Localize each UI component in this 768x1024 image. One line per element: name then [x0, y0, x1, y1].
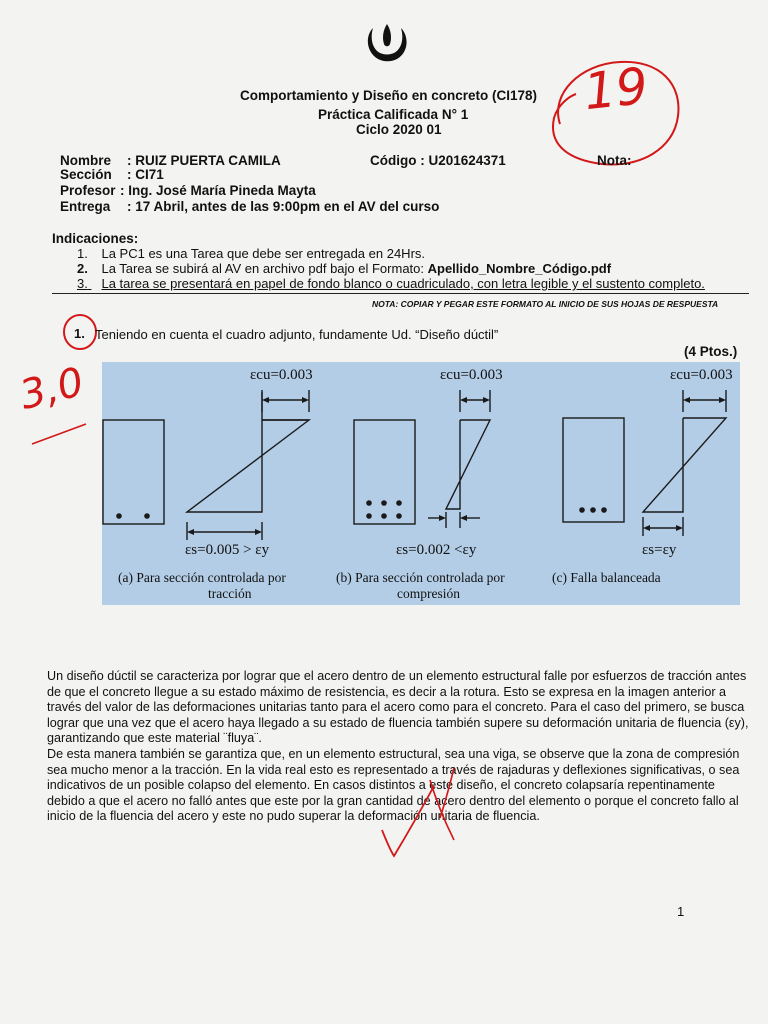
caption-a-line1: (a) Para sección controlada por	[118, 570, 286, 585]
seccion-value: : CI71	[127, 167, 164, 182]
caption-a-line2: tracción	[208, 586, 252, 601]
cycle-title: Ciclo 2020 01	[356, 122, 442, 137]
header-divider	[52, 293, 749, 294]
strain-label-b: εs=0.002 <εy	[396, 542, 477, 558]
caption-c: (c) Falla balanceada	[552, 570, 661, 585]
page-number: 1	[677, 904, 685, 919]
score-underline	[30, 418, 90, 448]
indicacion-3: 3. La tarea se presentará en papel de fondo blanco o cuadriculado, con letra legible y el sustento completo.	[77, 276, 705, 291]
indicacion-1: 1. La PC1 es una Tarea que debe ser entregada en 24Hrs.	[77, 246, 426, 261]
strain-diagram-drawing	[102, 362, 740, 605]
university-logo	[364, 22, 410, 64]
caption-b-line1: (b) Para sección controlada por	[336, 570, 505, 585]
question-points: (4 Ptos.)	[684, 344, 738, 359]
exam-title: Práctica Calificada N° 1	[318, 107, 469, 122]
indicaciones-title: Indicaciones:	[52, 231, 139, 246]
course-title: Comportamiento y Diseño en concreto (CI178)	[240, 88, 538, 103]
strain-label-c: εs=εy	[642, 542, 677, 558]
question-number: 1.	[74, 326, 85, 341]
answer-paragraph-2: De esta manera también se garantiza que, en un elemento estructural, sea una viga, se observe que la zona de compresión sea mucho menor a la tracción. En la vida real esto es representado a través de rajaduras y deflexiones significativas, o sea indicativos de un posible colapso del elemento. En casos distintos a este diseño, el concreto colapsaría repentinamente debido a que el acero no falló antes que este por la gran cantidad de acero dentro del elemento o porque el concreto fallo al inicio de la fluencia del acero y este no pudo superar la deformación unitaria de fluencia.	[47, 746, 740, 824]
profesor-value: : Ing. José María Pineda Mayta	[120, 183, 316, 198]
ecu-label-b: εcu=0.003	[440, 367, 503, 383]
profesor-label: Profesor	[60, 183, 116, 198]
ecu-label-a: εcu=0.003	[250, 367, 313, 383]
entrega-label: Entrega	[60, 199, 111, 214]
strain-label-a: εs=0.005 > εy	[185, 542, 270, 558]
nombre-value: : RUIZ PUERTA CAMILA	[127, 153, 281, 168]
nota-label: Nota:	[597, 153, 632, 168]
caption-b-line2: compresión	[397, 586, 460, 601]
entrega-value: : 17 Abril, antes de las 9:00pm en el AV del curso	[127, 199, 440, 214]
question-text: Teniendo en cuenta el cuadro adjunto, fundamente Ud. “Diseño dúctil”	[95, 327, 499, 342]
red-check-mark	[370, 760, 470, 870]
nota-instruction: NOTA: COPIAR Y PEGAR ESTE FORMATO AL INICIO DE SUS HOJAS DE RESPUESTA	[372, 299, 719, 309]
ecu-label-c: εcu=0.003	[670, 367, 733, 383]
indicacion-2: 2. La Tarea se subirá al AV en archivo pdf bajo el Formato: Apellido_Nombre_Código.pdf	[77, 261, 612, 276]
seccion-label: Sección	[60, 167, 112, 182]
grade-total: 19	[581, 56, 651, 122]
codigo: Código : U201624371	[370, 153, 506, 168]
question-score: 3,0	[15, 358, 89, 420]
answer-paragraph-1: Un diseño dúctil se caracteriza por lograr que el acero dentro de un elemento estructural falle por esfuerzos de tracción antes de que el concreto llegue a su estado máximo de resistencia, es decir a la rotura. Esto se expresa en la imagen anterior a través del valor de las deformaciones unitarias tanto para el acero como para el concreto. Para el caso del primero, se busca lograr que una vez que el acero haya llegado a su estado de fluencia también supere su deformación unitaria de fluencia (εy), garantizando que este material ¨fluya¨.	[47, 669, 749, 746]
nombre-label: Nombre	[60, 153, 112, 168]
